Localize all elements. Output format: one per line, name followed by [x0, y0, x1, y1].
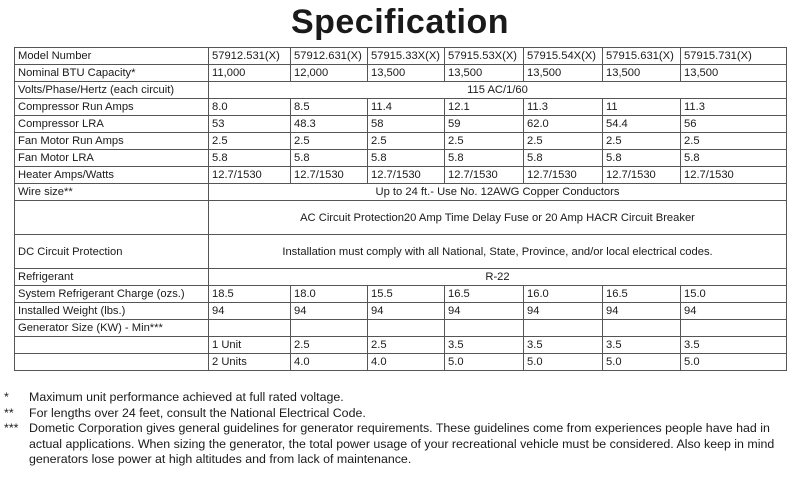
table-cell: 2.5 — [368, 133, 445, 150]
table-cell: 12.7/1530 — [445, 167, 524, 184]
table-cell — [291, 320, 368, 337]
table-cell: 2 Units — [209, 354, 291, 371]
table-cell: 53 — [209, 116, 291, 133]
page-title: Specification — [290, 3, 510, 41]
table-cell: Installation must comply with all National, State, Province, and/or local electrical codes. — [209, 235, 787, 269]
table-cell: 57915.33X(X) — [368, 48, 445, 65]
table-cell: 13,500 — [445, 65, 524, 82]
footnote-mark: ** — [4, 405, 14, 420]
footnote-text: For lengths over 24 feet, consult the National Electrical Code. — [29, 405, 366, 420]
table-cell — [603, 320, 681, 337]
table-cell — [681, 320, 787, 337]
table-row — [15, 184, 787, 201]
table-cell: 12.7/1530 — [603, 167, 681, 184]
table-cell: 5.8 — [209, 150, 291, 167]
table-cell: 62.0 — [524, 116, 603, 133]
table-cell: 5.8 — [603, 150, 681, 167]
table-cell — [368, 320, 445, 337]
table-row — [15, 337, 787, 354]
table-cell: Up to 24 ft.- Use No. 12AWG Copper Conductors — [209, 184, 787, 201]
table-cell: 2.5 — [291, 337, 368, 354]
table-cell: 16.5 — [603, 286, 681, 303]
table-cell: 2.5 — [681, 133, 787, 150]
table-cell: DC Circuit Protection — [15, 235, 209, 269]
table-cell: 57915.54X(X) — [524, 48, 603, 65]
table-cell: 3.5 — [524, 337, 603, 354]
table-cell: 58 — [368, 116, 445, 133]
table-cell: 3.5 — [681, 337, 787, 354]
table-row — [15, 286, 787, 303]
table-cell: 12.7/1530 — [524, 167, 603, 184]
footnote-text: Dometic Corporation gives general guidelines for generator requirements. These guidelines come from experiences people have had in actual applications. When sizing the generator, the total power usage of your recreational vehicle must be considered. Also keep in mind generators lose power at high altitudes and from lack of maintenance. — [29, 421, 775, 466]
table-row — [15, 48, 787, 65]
table-cell: Compressor Run Amps — [15, 99, 209, 116]
table-row — [15, 133, 787, 150]
footnote-text: Maximum unit performance achieved at full rated voltage. — [29, 390, 344, 404]
table-cell: 5.8 — [681, 150, 787, 167]
table-cell: 4.0 — [291, 354, 368, 371]
table-cell: 2.5 — [603, 133, 681, 150]
table-cell: 54.4 — [603, 116, 681, 133]
table-cell: 18.0 — [291, 286, 368, 303]
table-cell: Nominal BTU Capacity* — [15, 65, 209, 82]
table-cell: 94 — [209, 303, 291, 320]
table-cell: 13,500 — [603, 65, 681, 82]
table-row — [15, 320, 787, 337]
table-cell: 5.8 — [368, 150, 445, 167]
table-cell — [15, 354, 209, 371]
table-cell: 12,000 — [291, 65, 368, 82]
table-cell: 2.5 — [209, 133, 291, 150]
footnote — [4, 390, 796, 406]
table-cell: 2.5 — [368, 337, 445, 354]
table-cell: R-22 — [209, 269, 787, 286]
table-cell: 12.7/1530 — [368, 167, 445, 184]
table-cell: 4.0 — [368, 354, 445, 371]
table-cell: 57912.531(X) — [209, 48, 291, 65]
table-cell: 18.5 — [209, 286, 291, 303]
table-cell: 59 — [445, 116, 524, 133]
table-cell: 5.0 — [681, 354, 787, 371]
table-row — [15, 82, 787, 99]
table-cell: Compressor LRA — [15, 116, 209, 133]
table-cell: 5.8 — [291, 150, 368, 167]
specification-table — [14, 47, 787, 371]
table-cell: Fan Motor LRA — [15, 150, 209, 167]
table-row — [15, 303, 787, 320]
table-cell: 16.5 — [445, 286, 524, 303]
table-cell: Refrigerant — [15, 269, 209, 286]
table-cell: 94 — [524, 303, 603, 320]
table-cell — [15, 337, 209, 354]
table-cell: 57915.53X(X) — [445, 48, 524, 65]
footnotes — [4, 390, 796, 468]
table-cell: 115 AC/1/60 — [209, 82, 787, 99]
table-cell: 2.5 — [291, 133, 368, 150]
table-cell: 2.5 — [445, 133, 524, 150]
table-row — [15, 269, 787, 286]
table-cell — [209, 320, 291, 337]
table-cell: Fan Motor Run Amps — [15, 133, 209, 150]
table-row — [15, 116, 787, 133]
table-cell: Wire size** — [15, 184, 209, 201]
table-cell: Heater Amps/Watts — [15, 167, 209, 184]
footnote — [4, 421, 796, 468]
table-cell: 5.8 — [524, 150, 603, 167]
table-cell — [524, 320, 603, 337]
table-cell: 13,500 — [368, 65, 445, 82]
table-cell: 12.7/1530 — [681, 167, 787, 184]
table-cell: 5.0 — [445, 354, 524, 371]
table-cell: Installed Weight (lbs.) — [15, 303, 209, 320]
table-cell: 13,500 — [524, 65, 603, 82]
footnote-mark: * — [4, 390, 9, 404]
table-cell — [445, 320, 524, 337]
table-cell: 56 — [681, 116, 787, 133]
table-cell: 11,000 — [209, 65, 291, 82]
table-cell: Generator Size (KW) - Min*** — [15, 320, 209, 337]
table-cell: 1 Unit — [209, 337, 291, 354]
table-cell: 94 — [445, 303, 524, 320]
table-cell: 11 — [603, 99, 681, 116]
table-cell: 8.5 — [291, 99, 368, 116]
table-cell: AC Circuit Protection20 Amp Time Delay Fuse or 20 Amp HACR Circuit Breaker — [209, 201, 787, 235]
table-cell: Volts/Phase/Hertz (each circuit) — [15, 82, 209, 99]
table-row — [15, 65, 787, 82]
table-cell: 5.0 — [603, 354, 681, 371]
table-cell: 57915.731(X) — [681, 48, 787, 65]
table-cell: 15.0 — [681, 286, 787, 303]
table-row — [15, 167, 787, 184]
table-cell — [15, 201, 209, 235]
table-cell: 94 — [368, 303, 445, 320]
table-row — [15, 201, 787, 235]
table-cell: 57915.631(X) — [603, 48, 681, 65]
table-row — [15, 354, 787, 371]
table-cell: 94 — [681, 303, 787, 320]
table-cell: 2.5 — [524, 133, 603, 150]
table-cell: 5.0 — [524, 354, 603, 371]
table-cell: 94 — [603, 303, 681, 320]
table-cell: 16.0 — [524, 286, 603, 303]
table-cell: 11.3 — [681, 99, 787, 116]
table-cell: 11.4 — [368, 99, 445, 116]
table-row — [15, 150, 787, 167]
table-cell: 13,500 — [681, 65, 787, 82]
table-cell: 12.1 — [445, 99, 524, 116]
table-cell: 48.3 — [291, 116, 368, 133]
table-row — [15, 235, 787, 269]
table-cell: 94 — [291, 303, 368, 320]
table-cell: System Refrigerant Charge (ozs.) — [15, 286, 209, 303]
footnote — [4, 406, 796, 422]
table-cell: 11.3 — [524, 99, 603, 116]
table-cell: 3.5 — [603, 337, 681, 354]
table-cell: 12.7/1530 — [291, 167, 368, 184]
footnote-mark: *** — [4, 421, 19, 435]
table-cell: 8.0 — [209, 99, 291, 116]
table-cell: 5.8 — [445, 150, 524, 167]
table-row — [15, 99, 787, 116]
table-cell: Model Number — [15, 48, 209, 65]
table-cell: 3.5 — [445, 337, 524, 354]
table-cell: 15.5 — [368, 286, 445, 303]
table-cell: 57912.631(X) — [291, 48, 368, 65]
table-cell: 12.7/1530 — [209, 167, 291, 184]
